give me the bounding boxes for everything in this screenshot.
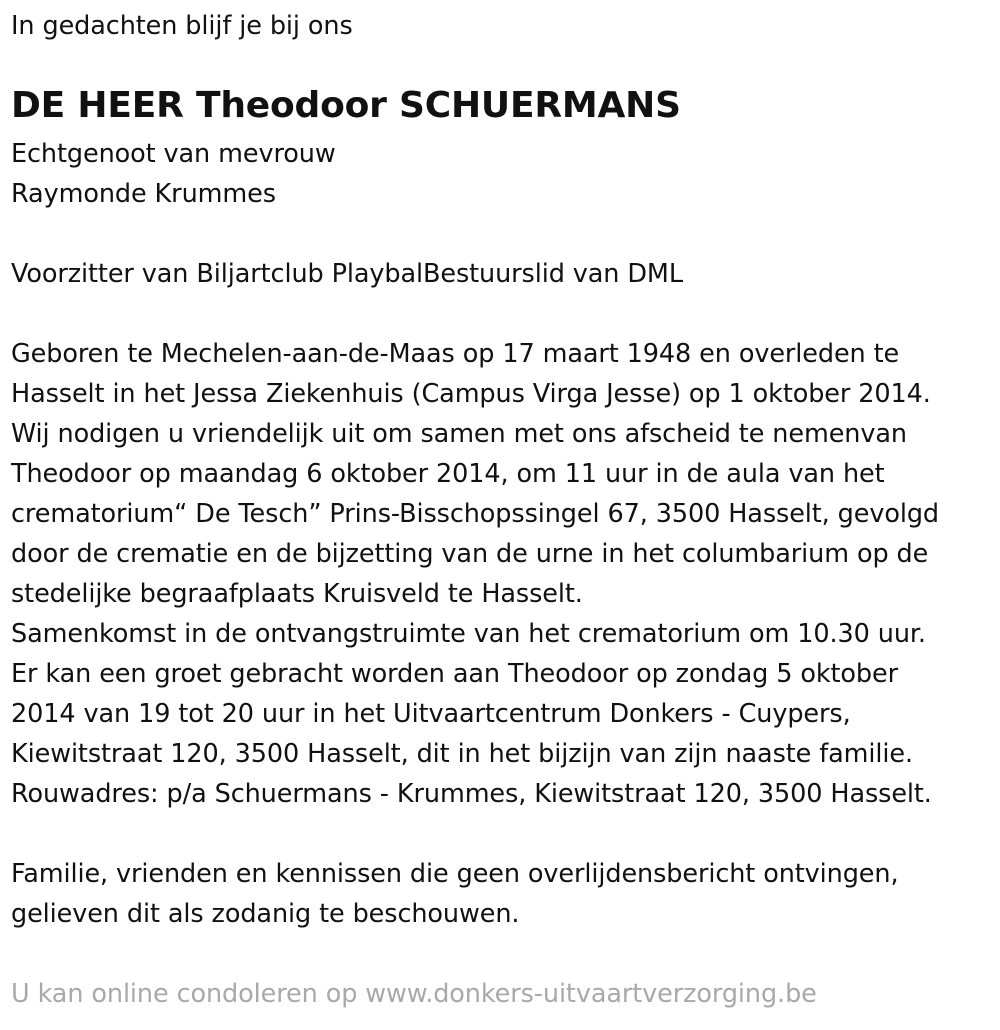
- body-line: Hasselt in het Jessa Ziekenhuis (Campus Virga Jesse) op 1 oktober 2014.: [11, 379, 931, 409]
- deceased-name: DE HEER Theodoor SCHUERMANS: [11, 85, 681, 126]
- body-line: Er kan een groet gebracht worden aan Theodoor op zondag 5 oktober: [11, 659, 898, 689]
- family-note-line: gelieven dit als zodanig te beschouwen.: [11, 899, 520, 929]
- body-line: stedelijke begraafplaats Kruisveld te Hasselt.: [11, 579, 583, 609]
- roles-section: [11, 254, 683, 294]
- funeral-details: [11, 334, 939, 814]
- body-line: Wij nodigen u vriendelijk uit om samen met ons afscheid te nemenvan: [11, 419, 907, 449]
- family-note: [11, 854, 898, 934]
- body-line: Geboren te Mechelen-aan-de-Maas op 17 maart 1948 en overleden te: [11, 339, 900, 369]
- body-line: Rouwadres: p/a Schuermans - Krummes, Kiewitstraat 120, 3500 Hasselt.: [11, 779, 932, 809]
- roles-line: Voorzitter van Biljartclub PlaybalBestuurslid van DML: [11, 259, 683, 289]
- online-condolence-note: U kan online condoleren op www.donkers-uitvaartverzorging.be: [11, 979, 817, 1009]
- spouse-name: Raymonde Krummes: [11, 179, 276, 209]
- body-line: Theodoor op maandag 6 oktober 2014, om 11 uur in de aula van het: [11, 459, 885, 489]
- body-line: door de crematie en de bijzetting van de urne in het columbarium op de: [11, 539, 929, 569]
- body-line: 2014 van 19 tot 20 uur in het Uitvaartcentrum Donkers - Cuypers,: [11, 699, 851, 729]
- family-note-line: Familie, vrienden en kennissen die geen overlijdensbericht ontvingen,: [11, 859, 899, 889]
- spouse-line: Echtgenoot van mevrouw: [11, 139, 336, 169]
- spouse-section: [11, 134, 336, 214]
- body-line: Kiewitstraat 120, 3500 Hasselt, dit in het bijzijn van zijn naaste familie.: [11, 739, 913, 769]
- body-line: crematorium“ De Tesch” Prins-Bisschopssingel 67, 3500 Hasselt, gevolgd: [11, 499, 940, 529]
- memorial-heading: In gedachten blijf je bij ons: [11, 11, 353, 41]
- body-line: Samenkomst in de ontvangstruimte van het crematorium om 10.30 uur.: [11, 619, 926, 649]
